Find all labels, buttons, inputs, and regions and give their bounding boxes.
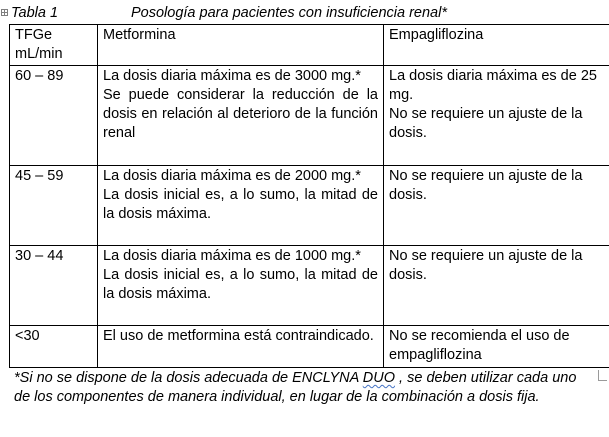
table-row	[10, 66, 609, 166]
cell-text: No se recomienda el uso de empagliflozina	[389, 328, 570, 363]
cell-tfge: 45 – 59	[10, 166, 98, 246]
cell-text: La dosis diaria máxima es de 25 mg.	[389, 68, 597, 103]
table-move-handle-icon[interactable]	[1, 9, 8, 16]
table-row	[10, 326, 609, 368]
header-tfge: TFGe mL/min	[10, 25, 98, 66]
cell-text: No se requiere un ajuste de la dosis.	[389, 106, 583, 141]
cell-empagliflozina	[384, 166, 609, 246]
table-row	[10, 246, 609, 326]
cell-text: Se puede considerar la reducción de la dosis en relación al deterioro de la función renal	[103, 87, 378, 141]
header-empagliflozina: Empagliflozina	[384, 25, 609, 66]
cell-empagliflozina	[384, 326, 609, 368]
cell-metformina	[98, 66, 384, 166]
header-metformina: Metformina	[98, 25, 384, 66]
cell-text: La dosis diaria máxima es de 1000 mg.*	[103, 248, 361, 264]
cell-metformina	[98, 166, 384, 246]
footnote-text-before: *Si no se dispone de la dosis adecuada de ENCLYNA	[14, 370, 363, 386]
footnote-text-after: , se deben utilizar cada uno de los componentes de manera individual, en lugar de la combinación a dosis fija.	[14, 370, 577, 405]
caption-title: Posología para pacientes con insuficiencia renal*	[131, 5, 447, 21]
cell-empagliflozina	[384, 66, 609, 166]
cell-tfge: <30	[10, 326, 98, 368]
cell-text: La dosis diaria máxima es de 2000 mg.*	[103, 168, 361, 184]
cell-metformina	[98, 246, 384, 326]
cell-tfge: 30 – 44	[10, 246, 98, 326]
dosage-table	[9, 24, 609, 368]
cell-text: La dosis inicial es, a lo sumo, la mitad de la dosis máxima.	[103, 187, 378, 222]
cell-empagliflozina	[384, 246, 609, 326]
end-of-cell-mark	[598, 370, 607, 381]
footnote-brand-duo: DUO	[362, 370, 396, 386]
table-row	[10, 166, 609, 246]
cell-tfge: 60 – 89	[10, 66, 98, 166]
footnote	[14, 369, 588, 407]
cell-text: La dosis inicial es, a lo sumo, la mitad de la dosis máxima.	[103, 267, 378, 302]
caption-number: Tabla 1	[11, 5, 59, 21]
cell-text: La dosis diaria máxima es de 3000 mg.*	[103, 68, 361, 84]
cell-text: No se requiere un ajuste de la dosis.	[389, 248, 583, 283]
table-header-row	[10, 25, 609, 66]
cell-text: El uso de metformina está contraindicado.	[103, 328, 374, 344]
cell-text: No se requiere un ajuste de la dosis.	[389, 168, 583, 203]
cell-metformina	[98, 326, 384, 368]
